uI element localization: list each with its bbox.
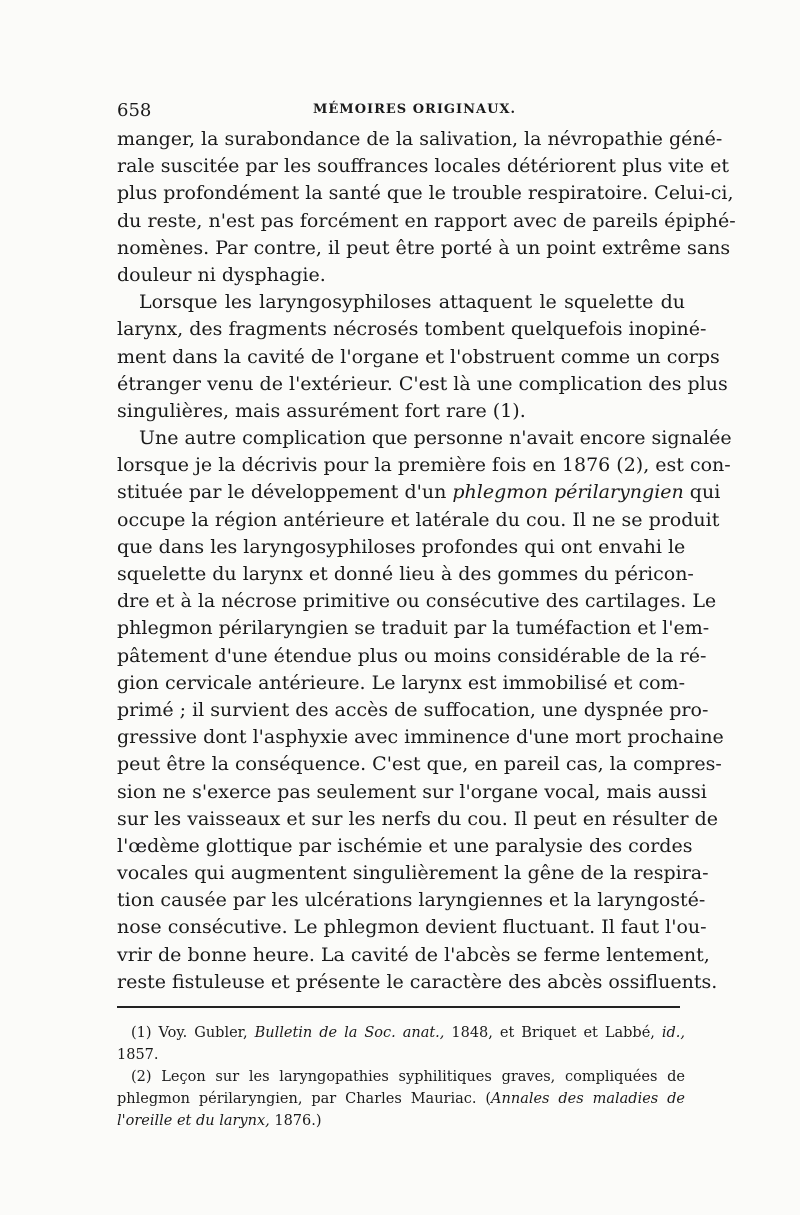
text-line [117,479,721,506]
text-line: douleur ni dysphagie. [117,263,326,286]
text-line: pâtement d'une étendue plus ou moins considérable de la ré- [117,644,707,667]
footnote-line [117,1110,685,1132]
page [117,96,736,1132]
page-number: 658 [117,100,152,121]
text-line: dre et à la nécrose primitive ou consécutive des cartilages. Le [117,590,717,613]
footnote-italic: Bulletin de la Soc. anat., [254,1025,445,1041]
text-segment: stituée par le développement d'un [117,481,447,504]
text-line: reste fistuleuse et présente le caractère des abcès ossifluents. [117,970,718,993]
text-line: gressive dont l'asphyxie avec imminence d'une mort prochaine [117,726,724,749]
text-line: singulières, mais assurément fort rare (1). [117,399,526,422]
italic-term: phlegmon périlaryngien [452,481,684,504]
footnote-line [117,1022,685,1044]
text-line: Une autre complication que personne n'avait encore signalée [139,427,732,450]
text-line: phlegmon périlaryngien se traduit par la tuméfaction et l'em- [117,617,710,640]
text-line: gion cervicale antérieure. Le larynx est immobilisé et com- [117,671,685,694]
footnote-text: phlegmon périlaryngien, par Charles Mauriac. ( [117,1091,492,1107]
text-line: nomènes. Par contre, il peut être porté à un point extrême sans [117,236,731,259]
footnote-text: (1) Voy. Gubler, [131,1025,248,1041]
footnote-divider [117,1006,680,1008]
text-line: peut être la conséquence. C'est que, en pareil cas, la compres- [117,753,722,776]
text-segment: qui [689,481,721,504]
text-line: tion causée par les ulcérations laryngiennes et la laryngosté- [117,889,706,912]
text-line: occupe la région antérieure et latérale du cou. Il ne se produit [117,508,720,531]
footnote-text: 1848, et Briquet et Labbé, [451,1025,655,1041]
footnote-text: 1876.) [274,1113,322,1129]
footnote-line: (2) Leçon sur les laryngopathies syphilitiques graves, compliquées de [131,1069,685,1085]
text-line: vrir de bonne heure. La cavité de l'abcès se ferme lentement, [117,943,710,966]
text-line: que dans les laryngosyphiloses profondes qui ont envahi le [117,535,686,558]
text-line: du reste, n'est pas forcément en rapport avec de pareils épiphé- [117,209,736,232]
footnote-line: 1857. [117,1047,159,1063]
page-header [117,96,685,126]
footnote-italic: l'oreille et du larynx, [117,1113,270,1129]
text-line: étranger venu de l'extérieur. C'est là une complication des plus [117,372,728,395]
running-title: MÉMOIRES ORIGINAUX. [313,102,517,117]
text-line: lorsque je la décrivis pour la première fois en 1876 (2), est con- [117,454,731,477]
text-line: squelette du larynx et donné lieu à des gommes du péricon- [117,563,694,585]
text-line: Lorsque les laryngosyphiloses attaquent le squelette du [139,291,685,314]
text-line: rale suscitée par les souffrances locales détériorent plus vite et [117,155,729,178]
text-line: sur les vaisseaux et sur les nerfs du cou. Il peut en résulter de [117,807,719,830]
footnote-italic: Annales des maladies de [491,1091,685,1107]
text-line: primé ; il survient des accès de suffocation, une dyspnée pro- [117,698,709,721]
footnote-italic: id., [661,1025,686,1041]
text-line: manger, la surabondance de la salivation, la névropathie géné- [117,128,723,150]
text-line: larynx, des fragments nécrosés tombent quelquefois inopiné- [117,318,707,341]
text-line: l'œdème glottique par ischémie et une paralysie des cordes [117,834,693,857]
text-line: sion ne s'exerce pas seulement sur l'organe vocal, mais aussi [117,780,707,803]
body-text [117,126,736,996]
text-line: vocales qui augmentent singulièrement la gêne de la respira- [117,862,709,885]
footnotes [117,1022,685,1132]
text-line: nose consécutive. Le phlegmon devient fluctuant. Il faut l'ou- [117,916,707,939]
footnote-line [117,1088,685,1110]
text-line: plus profondément la santé que le trouble respiratoire. Celui-ci, [117,182,734,205]
text-line: ment dans la cavité de l'organe et l'obstruent comme un corps [117,345,720,368]
